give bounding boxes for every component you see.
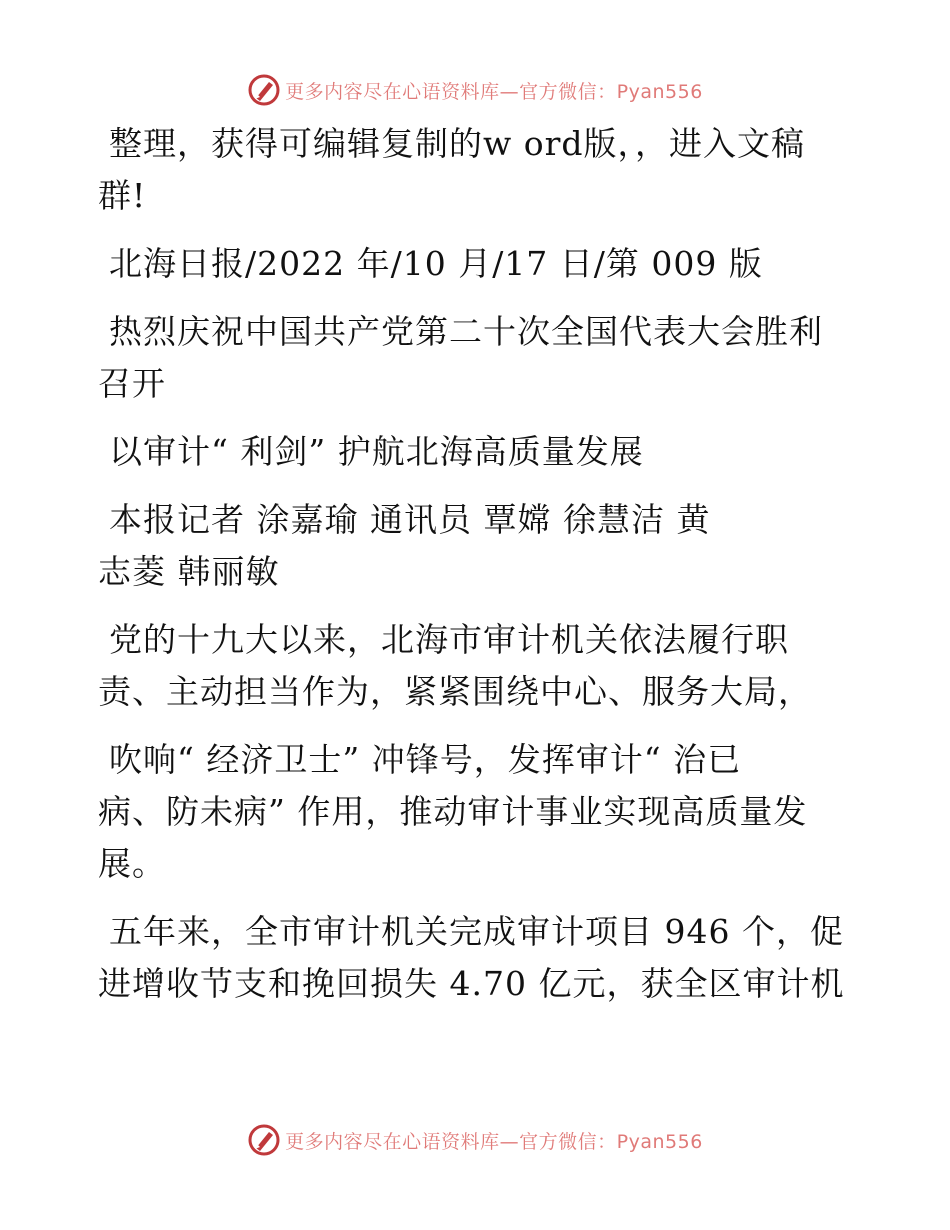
article-body (98, 118, 858, 1010)
paragraph-line: 进增收节支和挽回损失 4.70 亿元，获全区审计机 (98, 964, 845, 1003)
headline-line: 热烈庆祝中国共产党第二十次全国代表大会胜利 (109, 312, 823, 351)
paragraph-line: 党的十九大以来，北海市审计机关依法履行职 (109, 620, 789, 659)
pen-logo-icon (247, 1123, 281, 1157)
text-line: 群! (98, 176, 147, 215)
headline-line: 召开 (98, 364, 166, 403)
footer-banner-text: 更多内容尽在心语资料库—官方微信：Pyan556 (285, 1130, 703, 1153)
paragraph-line: 责、主动担当作为，紧紧围绕中心、服务大局， (98, 672, 812, 711)
publication-info: 北海日报/2022 年/10 月/17 日/第 009 版 (109, 244, 763, 283)
header-banner-text: 更多内容尽在心语资料库—官方微信：Pyan556 (285, 80, 703, 103)
paragraph-line: 展。 (98, 844, 166, 883)
paragraph-line: 五年来，全市审计机关完成审计项目 946 个，促 (109, 912, 844, 951)
paragraph-line: 吹响“ 经济卫士” 冲锋号，发挥审计“ 治已 (109, 740, 742, 779)
pen-logo-icon (247, 73, 281, 107)
byline: 本报记者 涂嘉瑜 通讯员 覃嫦 徐慧洁 黄 (109, 500, 711, 539)
header-banner (0, 70, 950, 110)
text-line: 整理，获得可编辑复制的w ord版，，进入文稿 (109, 124, 806, 163)
paragraph-line: 病、防未病” 作用，推动审计事业实现高质量发 (98, 792, 808, 831)
article-title: 以审计“ 利剑” 护航北海高质量发展 (109, 432, 644, 471)
byline: 志菱 韩丽敏 (98, 552, 280, 591)
footer-banner (0, 1120, 950, 1160)
